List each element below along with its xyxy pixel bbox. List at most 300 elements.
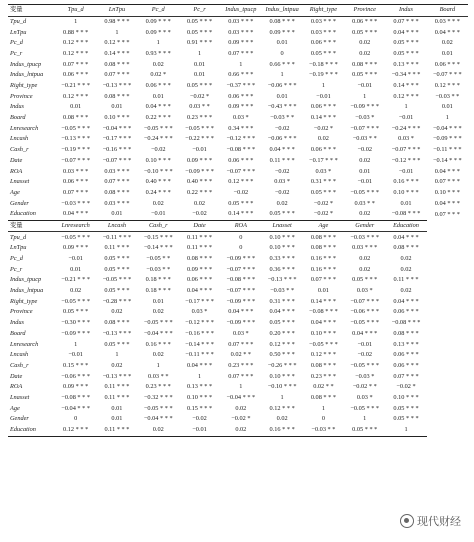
table-row — [8, 254, 468, 265]
row-label: Lnresearch — [10, 124, 39, 132]
table-row — [8, 81, 468, 92]
table-cell: 0.03 * * * — [310, 17, 337, 25]
table-cell: −0.02 * * — [352, 383, 377, 391]
table-cell: 0.08 * * * — [63, 114, 89, 122]
table-cell: 0.09 * * * — [63, 244, 89, 252]
table-cell: −0.02 — [233, 188, 249, 196]
table-cell: −0.02 * — [231, 415, 251, 423]
table-cell: 0.09 * * * — [145, 28, 171, 36]
table-cell: 0.05 * * * — [104, 287, 130, 295]
table-cell: 0.06 * * * — [228, 156, 254, 164]
table-cell: −0.01 — [179, 425, 220, 436]
table-cell: 0 — [74, 415, 78, 423]
table-cell: −0.02 — [150, 146, 166, 154]
table-cell: 0.08 * * * — [352, 60, 378, 68]
table-cell: −0.09 * * * — [61, 329, 91, 337]
table-cell: −0.43 * * * — [267, 103, 297, 111]
table-cell: −0.05 * * * — [350, 319, 380, 327]
table-cell: −0.07 * * * — [226, 265, 256, 273]
table-cell: −0.05 * * — [146, 255, 171, 262]
table-row — [8, 177, 468, 188]
table-row — [8, 414, 468, 425]
table-row — [8, 113, 468, 124]
table-cell: 0.08 * * * — [393, 329, 419, 337]
table-cell: −0.13 * * * — [102, 82, 132, 89]
table-cell: 0.04 * * * — [145, 103, 171, 111]
table-cell: −0.04 * * * — [61, 404, 91, 412]
table-cell: 0.02 — [276, 415, 288, 423]
table-cell: 0.02 — [441, 39, 453, 47]
table-cell: 0.03 * * * — [104, 199, 130, 207]
table-cell: −0.01 — [192, 146, 207, 154]
table-cell: 0.10 * * * — [269, 233, 295, 241]
table-cell: 0.03 * — [315, 167, 332, 175]
table-cell: 0 — [280, 49, 284, 57]
table-row — [8, 27, 468, 38]
table-cell: 1 — [280, 71, 284, 79]
table-row — [8, 102, 468, 113]
row-label: Province — [10, 92, 33, 100]
column-header: Lncash — [96, 220, 137, 232]
table-cell: 0.40 * * * — [186, 178, 213, 186]
row-label: Pc_r — [10, 265, 23, 273]
table-cell: 0.03 * — [356, 287, 373, 295]
table-cell: 0.06 * * * — [434, 60, 460, 68]
table-cell: 0.10 * * * — [145, 156, 171, 164]
correlation-table — [8, 4, 468, 437]
table-cell: −0.07 * * * — [61, 156, 91, 164]
table-cell: −0.11 * * * — [185, 351, 214, 359]
table-cell: 0.08 * * * — [186, 255, 213, 262]
table-cell: 0.05 * * * — [269, 210, 295, 218]
table-cell: −0.07 * * * — [226, 167, 256, 175]
table-cell: −0.04 * * * — [143, 415, 173, 423]
table-cell: −0.05 * * * — [143, 404, 173, 412]
table-cell: 0.08 * * * — [104, 319, 130, 327]
table-row — [8, 59, 468, 70]
table-cell: −0.06 * * * — [350, 308, 380, 316]
table-cell: −0.06 * * * — [267, 135, 297, 143]
row-label: Pc_d — [10, 39, 23, 47]
table-cell: −0.02 * — [189, 92, 210, 100]
table-cell: −0.17 * * * — [309, 156, 338, 164]
table-cell: 1 — [239, 383, 243, 391]
table-cell: −0.30 * * * — [61, 319, 91, 327]
table-cell: 0.02 — [400, 287, 412, 295]
table-cell: 0.05 * * * — [186, 82, 213, 89]
table-cell: 0.03 * * — [148, 372, 169, 380]
table-cell: −0.14 * * * — [432, 156, 462, 164]
row-label: Date — [10, 372, 23, 380]
table-cell: −0.03 * * — [146, 265, 171, 273]
column-header: Cash_r — [138, 220, 179, 232]
table-cell: 0.03 * — [232, 114, 249, 122]
table-cell: 0.02 * — [150, 71, 167, 79]
table-cell: 0.01 — [194, 71, 206, 79]
table-cell: −0.09 * * * — [432, 135, 462, 143]
table-cell: 0.12 * * * — [310, 351, 337, 359]
table-cell: 0.04 * * * — [393, 297, 419, 305]
table-cell: −0.06 * * * — [267, 82, 297, 89]
table-row — [8, 124, 468, 135]
table-cell: −0.19 * * * — [309, 71, 338, 79]
table-cell: 0.11 * * * — [104, 383, 130, 391]
table-cell: 0.01 — [400, 199, 412, 207]
table-cell: −0.05 * * * — [309, 340, 338, 348]
table-cell: 0.11 * * * — [104, 244, 130, 252]
table-row — [8, 16, 468, 27]
column-header: Pc_d — [138, 5, 179, 17]
table-cell: 0.93 * * * — [145, 49, 171, 57]
table-cell: 0.01 — [317, 287, 329, 295]
table-cell: 0.12 * * * — [269, 340, 295, 348]
table-cell: 1 — [280, 393, 284, 401]
table-cell: 0.23 * * * — [186, 114, 213, 122]
table-cell: −0.02 — [357, 351, 373, 359]
table-cell: 0.05 * * * — [269, 319, 295, 327]
table-cell: −0.32 * * * — [143, 393, 173, 401]
table-cell: 0.02 — [152, 60, 164, 68]
table-cell: 1 — [74, 17, 78, 25]
table-cell: −0.05 * * * — [350, 188, 380, 196]
table-cell: −0.01 — [357, 340, 373, 348]
table-cell: 0.05 * * * — [104, 255, 130, 262]
table-cell: 0.05 * * * — [104, 340, 130, 348]
table-cell: −0.01 — [68, 255, 83, 262]
table-cell: 0.11 * * * — [96, 425, 137, 436]
table-cell: −0.05 * * * — [185, 124, 214, 132]
table-cell: 0.01 — [276, 92, 288, 100]
table-cell: 0.04 * * * — [393, 233, 419, 241]
table-cell: 0.03 * * — [189, 103, 210, 111]
table-row — [8, 49, 468, 60]
column-header: Indus_lntpua — [261, 5, 302, 17]
table-cell: 0.02 — [152, 351, 164, 359]
table-cell: −0.09 * * * — [185, 167, 214, 175]
table-cell: −0.06 * * * — [61, 372, 91, 380]
column-header: Lnasset — [261, 220, 302, 232]
column-header: Gender — [344, 220, 385, 232]
table-row — [8, 297, 468, 308]
table-cell: −0.03 * * — [352, 135, 377, 143]
table-row — [8, 134, 468, 145]
table-cell: 0.01 — [359, 167, 371, 175]
row-label: Cash_r — [10, 146, 29, 154]
table-cell: 0.02 — [359, 265, 371, 273]
table-cell: 0.15 * * * — [186, 404, 213, 412]
table-cell: −0.02 * — [313, 124, 334, 132]
table-cell: 0.04 * * * — [228, 308, 254, 316]
table-cell: 0.06 * * * — [310, 146, 337, 154]
correlation-document — [8, 4, 468, 538]
table-cell: 0.33 * * * — [269, 255, 295, 262]
table-cell: 0 — [239, 244, 243, 252]
row-label: Indus — [10, 103, 24, 111]
table-cell: −0.37 * * * — [226, 82, 256, 89]
table-cell: −0.09 * * * — [226, 297, 256, 305]
table-cell: 0.12 * * * — [269, 404, 295, 412]
table-cell: 0.24 * * * — [145, 188, 171, 196]
row-label: Pc_d — [10, 255, 23, 262]
row-label: Province — [10, 308, 33, 316]
table-cell: 0.05 * * * — [104, 265, 130, 273]
table-row — [8, 393, 468, 404]
row-label: Date — [10, 156, 23, 164]
table-cell: −0.01 — [357, 82, 373, 89]
table-cell: 1 — [445, 114, 449, 122]
table-cell: 0.91 * * * — [186, 39, 213, 47]
table-cell: −0.34 * * * — [391, 71, 421, 79]
table-cell: 0.06 * * * — [393, 351, 419, 359]
table-cell: 0.88 * * * — [63, 28, 89, 36]
table-cell: 1 — [74, 340, 78, 348]
table-cell: −0.04 * * * — [432, 124, 462, 132]
table-row — [8, 198, 468, 209]
column-header: Board — [427, 5, 468, 17]
table-cell: −0.07 * * * — [391, 146, 421, 154]
table-cell: 0.09 * * * — [63, 383, 89, 391]
row-label: Lnresearch — [10, 340, 39, 348]
table-row — [8, 243, 468, 254]
table-cell: 0.01 — [70, 103, 82, 111]
column-header: Indus — [385, 5, 426, 17]
table-cell: 0.02 — [235, 404, 247, 412]
table-cell: −0.09 * * * — [226, 255, 256, 262]
table-cell: 0.02 * * — [313, 383, 334, 391]
table-cell: −0.02 — [192, 210, 207, 218]
table-cell: 0.03 * * * — [63, 167, 89, 175]
table-cell: 0.02 — [359, 255, 371, 262]
row-label: Board — [10, 114, 26, 122]
table-cell: 0.04 * * * — [63, 210, 89, 218]
table-cell: −0.03 * * — [303, 425, 344, 436]
table-cell: 0.02 — [138, 425, 179, 436]
table-cell: 0.16 * * * — [310, 255, 337, 262]
table-cell: 0.04 * * * — [310, 319, 337, 327]
table-cell: 0.01 — [441, 49, 453, 57]
table-cell: 0.03 * * * — [228, 17, 254, 25]
table-cell: −0.12 * * * — [226, 135, 256, 143]
table-cell: 1 — [197, 49, 202, 57]
table-cell: −0.03 * * — [270, 114, 295, 122]
table-cell: −0.04 * * * — [143, 329, 173, 337]
table-cell: 0.04 * * * — [434, 167, 460, 175]
table-cell: 0.02 — [220, 425, 261, 436]
table-cell: 0.06 * * * — [310, 39, 337, 47]
table-cell: −0.21 * * * — [61, 276, 91, 284]
table-cell: 0.03 * — [274, 178, 290, 186]
table-cell: −0.05 * * * — [143, 319, 173, 327]
table-cell: 0.10 * * * — [393, 393, 419, 401]
table-row — [8, 318, 468, 329]
table-cell: 0.13 * * * — [393, 340, 419, 348]
table-cell: 0.01 — [111, 404, 123, 412]
table-cell: −0.03 * * — [270, 287, 295, 295]
table-cell: 0.02 — [359, 49, 371, 57]
table-cell: 1 — [363, 415, 367, 423]
table-cell: −0.05 * * * — [350, 404, 380, 412]
table-cell: −0.01 — [357, 178, 373, 186]
table-row — [8, 232, 468, 243]
table-cell: −0.02 * — [313, 199, 334, 207]
table-cell: −0.05 * * * — [61, 124, 91, 132]
table-cell: 0.04 * * * — [434, 28, 460, 36]
table-cell: 0.10 * * * — [269, 244, 295, 252]
table-cell: 0.23 * * * — [145, 383, 171, 391]
table-cell: 0.07 * * * — [104, 178, 130, 186]
table-cell: 0.12 * * * — [63, 92, 89, 100]
table-cell: 0.23 * * * — [310, 372, 337, 380]
table-cell: 0.14 * * * — [228, 210, 254, 218]
table-cell: 0.05 * * * — [63, 308, 89, 316]
table-cell: −0.10 * * * — [267, 383, 297, 391]
table-cell: 1 — [115, 28, 119, 36]
table-cell: −0.01 — [398, 114, 414, 122]
table-cell: 0.07 * * * — [228, 372, 254, 380]
table-cell: 0.12 * * * — [63, 39, 89, 47]
row-label: LnTpu — [10, 244, 27, 252]
table-cell: 0.05 * * * — [393, 404, 419, 412]
table-cell: 0.22 * * * — [145, 114, 171, 122]
table-cell: 0.11 * * * — [187, 244, 213, 252]
table-cell: 0.10 * * * — [104, 114, 130, 122]
table-cell: −0.16 * * * — [185, 329, 214, 337]
row-label: Indus_lntpua — [10, 71, 44, 79]
table-cell: −0.13 * * * — [102, 329, 132, 337]
table-cell: 0 — [321, 415, 325, 423]
table-cell: −0.08 * * * — [391, 319, 421, 327]
table-cell: −0.18 * * * — [309, 60, 338, 68]
table-cell: 0.02 — [70, 287, 82, 295]
table-cell: 0.04 * * * — [434, 199, 460, 207]
row-label: Lnasset — [10, 393, 30, 401]
table-cell: 0.03 * * — [354, 199, 375, 207]
table-cell: 0.03 * — [191, 308, 208, 316]
table-cell: 0.01 — [70, 265, 82, 273]
table-cell: 0.07 * * * — [434, 210, 460, 218]
table-cell: −0.11 * * * — [433, 146, 462, 154]
row-label: ROA — [10, 383, 23, 391]
table-cell: −0.07 * * * — [432, 71, 462, 79]
column-header: Age — [303, 220, 344, 232]
table-cell: −0.08 * * * — [391, 210, 421, 218]
table-cell: 0.07 * * * — [63, 60, 89, 68]
table-cell: 0.02 * * — [230, 351, 252, 359]
table-row — [8, 275, 468, 286]
table-cell: 0.18 * * * — [145, 276, 171, 284]
table-cell: 0.15 * * * — [63, 361, 89, 369]
table-cell: −0.14 * * * — [143, 244, 173, 252]
table-cell: 1 — [385, 425, 426, 436]
table-cell: 0.66 * * * — [228, 71, 254, 79]
row-label: Indus_tpucp — [10, 60, 42, 68]
table-cell: 0.14 * * * — [310, 114, 337, 122]
row-label: Age — [10, 404, 20, 412]
table-cell: 0.06 * * * — [228, 92, 254, 100]
table-row — [8, 209, 468, 220]
table-cell: 0.01 — [111, 415, 123, 423]
row-label: ROA — [10, 167, 23, 175]
table-cell: 0.08 * * * — [310, 233, 337, 241]
table-cell: 0.08 * * * — [104, 60, 130, 68]
table-cell: −0.04 * * * — [102, 124, 132, 132]
table-cell: 0.07 * * * — [228, 49, 254, 57]
table-cell: 0.06 * * * — [352, 17, 378, 25]
table-cell: 0.16 * * * — [261, 425, 302, 436]
table-cell: −0.10 * * * — [143, 167, 173, 175]
row-label: Indus_tpucp — [10, 276, 42, 284]
correlation-table-body — [8, 5, 468, 437]
table-cell: −0.13 * * * — [61, 135, 91, 143]
column-header: Tpu_d — [55, 5, 96, 17]
table-cell: −0.01 — [68, 351, 83, 359]
table-cell: −0.01 — [150, 210, 166, 218]
table-cell: 0.01 — [194, 60, 206, 68]
table-cell: 0.01 — [276, 39, 288, 47]
table-cell: −0.22 * * * — [185, 135, 214, 143]
table-cell: 0.05 * * * — [310, 188, 337, 196]
row-label: Right_type — [10, 82, 38, 89]
table-cell: 0.04 * * * — [352, 329, 378, 337]
table-cell: −0.21 * * * — [61, 82, 91, 89]
table-cell: 0.05 * * * — [310, 49, 337, 57]
table-cell: 0.03 * * * — [104, 167, 130, 175]
table-cell: 0.09 * * * — [186, 156, 213, 164]
table-cell: 0.03 * * * — [352, 244, 378, 252]
table1-header-row — [8, 5, 468, 17]
table-row — [8, 286, 468, 297]
table-cell: 0.02 — [194, 199, 206, 207]
table-cell: −0.17 * * * — [102, 135, 132, 143]
table-cell: 0.07 * * * — [63, 188, 89, 196]
table-cell: −0.02 * — [396, 383, 416, 391]
table-cell: 0.10 * * * — [393, 188, 419, 196]
table-cell: 1 — [115, 351, 119, 359]
table-cell: 0.04 * * * — [269, 308, 295, 316]
table-cell: 0.02 — [359, 156, 371, 164]
table-row — [8, 329, 468, 340]
table-cell: 0.66 * * * — [269, 60, 295, 68]
table-cell: 0.06 * * * — [145, 82, 171, 89]
table-cell: 0.02 — [276, 199, 288, 207]
table-cell: 0.50 * * * — [269, 351, 295, 359]
table-cell: 0.02 — [152, 308, 164, 316]
table-row — [8, 361, 468, 372]
table-cell: 0.14 * * * — [310, 297, 337, 305]
table-cell: −0.26 * * * — [267, 361, 297, 369]
table-cell: 0.01 — [152, 297, 164, 305]
table-cell: 0.16 * * * — [145, 340, 171, 348]
table-cell: −0.03 * * * — [350, 233, 380, 241]
table-cell: 0.09 * * * — [269, 28, 295, 36]
table-cell: 0.98 * * * — [104, 17, 130, 25]
table-cell: 1 — [156, 39, 160, 47]
table-row — [8, 371, 468, 382]
row-label: Gender — [10, 199, 29, 207]
table-row — [8, 156, 468, 167]
column-header: Indus_tpucp — [220, 5, 261, 17]
table-cell: 0.07 * * * — [104, 71, 130, 79]
table-cell: 0.09 * * * — [186, 265, 213, 273]
table-cell: 0.01 — [111, 210, 123, 218]
table-cell: 0.01 — [441, 103, 453, 111]
table-cell: −0.16 * * * — [102, 146, 132, 154]
table-cell: 1 — [404, 103, 408, 111]
table-cell: 0.10 * * * — [186, 393, 213, 401]
table-cell: 0.34 * * * — [228, 124, 254, 132]
corner-label: 变量 — [8, 220, 55, 232]
table-cell: −0.05 * * * — [143, 124, 173, 132]
